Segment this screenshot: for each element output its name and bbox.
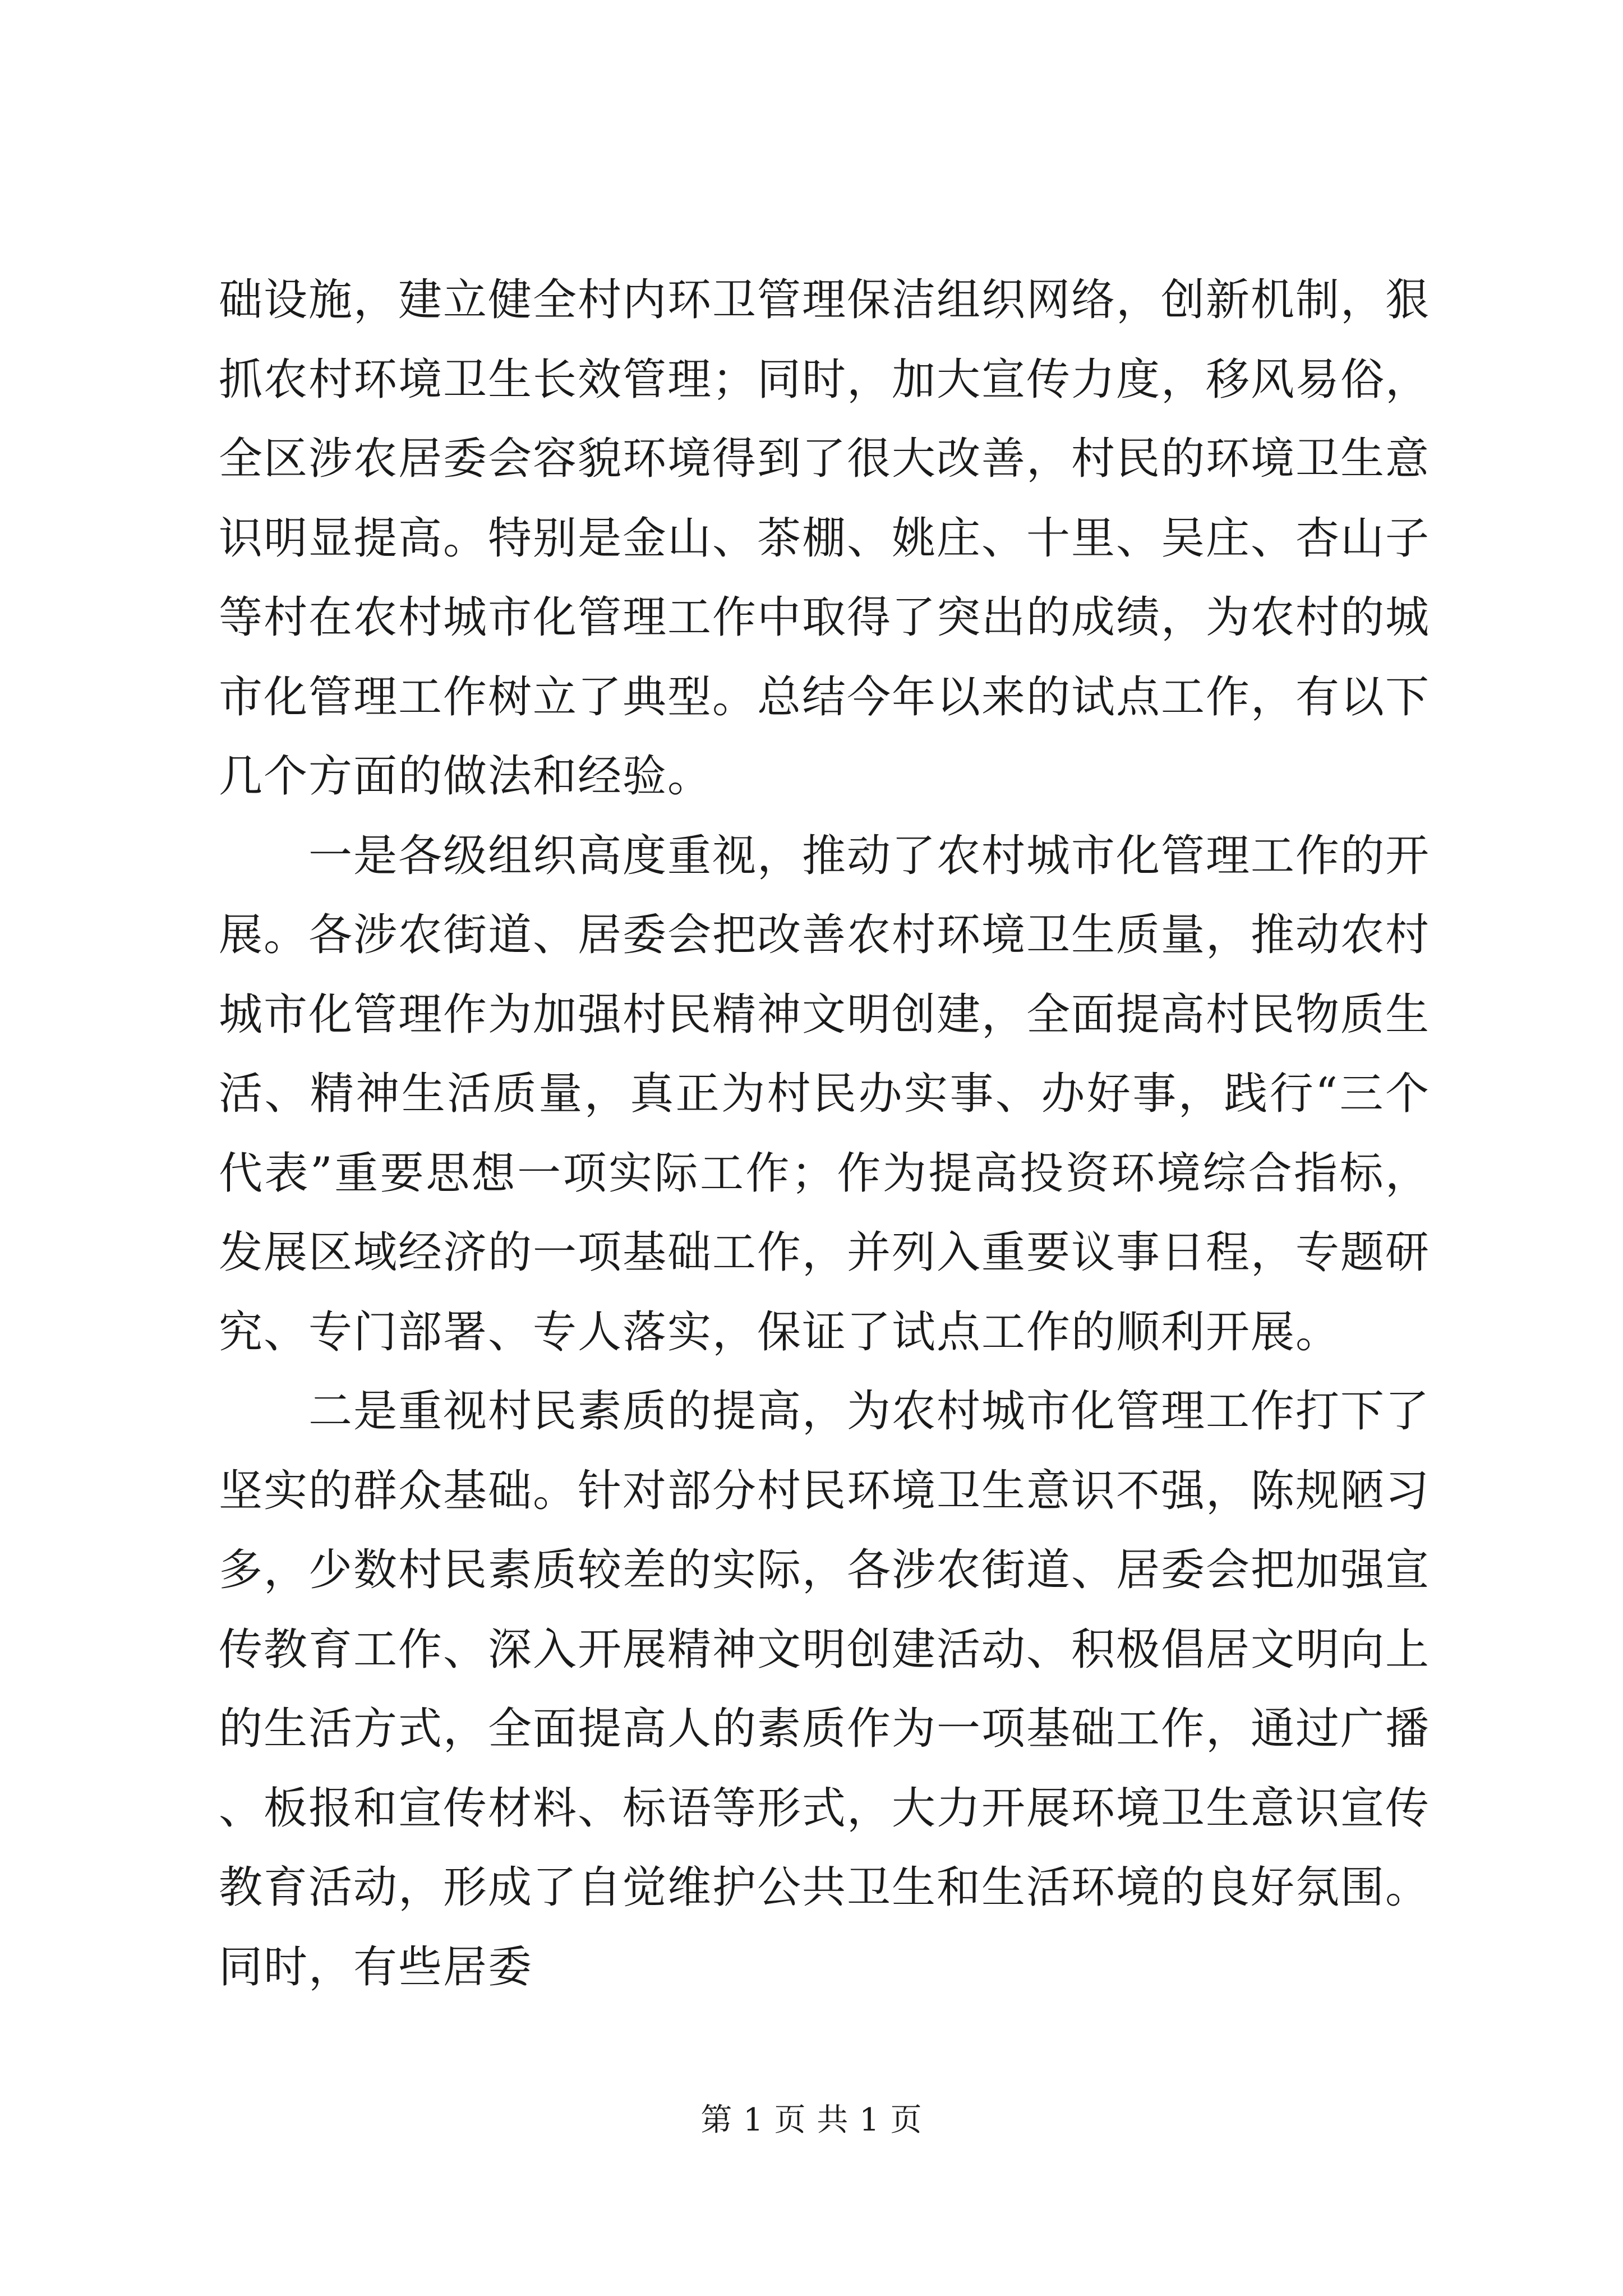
document-body (219, 261, 1430, 2007)
page-footer: 第 1 页 共 1 页 (700, 2102, 923, 2138)
paragraph-3: 二是重视村民素质的提高，为农村城市化管理工作打下了坚实的群众基础。针对部分村民环境卫生意识不强，陈规陋习多，少数村民素质较差的实际，各涉农街道、居委会把加强宣传教育工作、深入开展精神文明创建活动、积极倡居文明向上的生活方式，全面提高人的素质作为一项基础工作，通过广播、板报和宣传材料、标语等形式，大力开展环境卫生意识宣传教育活动，形成了自觉维护公共卫生和生活环境的良好氛围。同时，有些居委 (219, 1386, 1431, 1993)
paragraph-1: 础设施，建立健全村内环卫管理保洁组织网络，创新机制，狠抓农村环境卫生长效管理；同时，加大宣传力度，移风易俗，全区涉农居委会容貌环境得到了很大改善，村民的环境卫生意识明显提高。特别是金山、茶棚、姚庄、十里、吴庄、杏山子等村在农村城市化管理工作中取得了突出的成绩，为农村的城市化管理工作树立了典型。总结今年以来的试点工作，有以下几个方面的做法和经验。 (219, 275, 1431, 802)
paragraph-2: 一是各级组织高度重视，推动了农村城市化管理工作的开展。各涉农街道、居委会把改善农村环境卫生质量，推动农村城市化管理作为加强村民精神文明创建，全面提高村民物质生活、精神生活质量，真正为村民办实事、办好事，践行“三个代表”重要思想一项实际工作；作为提高投资环境综合指标，发展区域经济的一项基础工作，并列入重要议事日程，专题研究、专门部署、专人落实，保证了试点工作的顺利开展。 (219, 830, 1431, 1358)
